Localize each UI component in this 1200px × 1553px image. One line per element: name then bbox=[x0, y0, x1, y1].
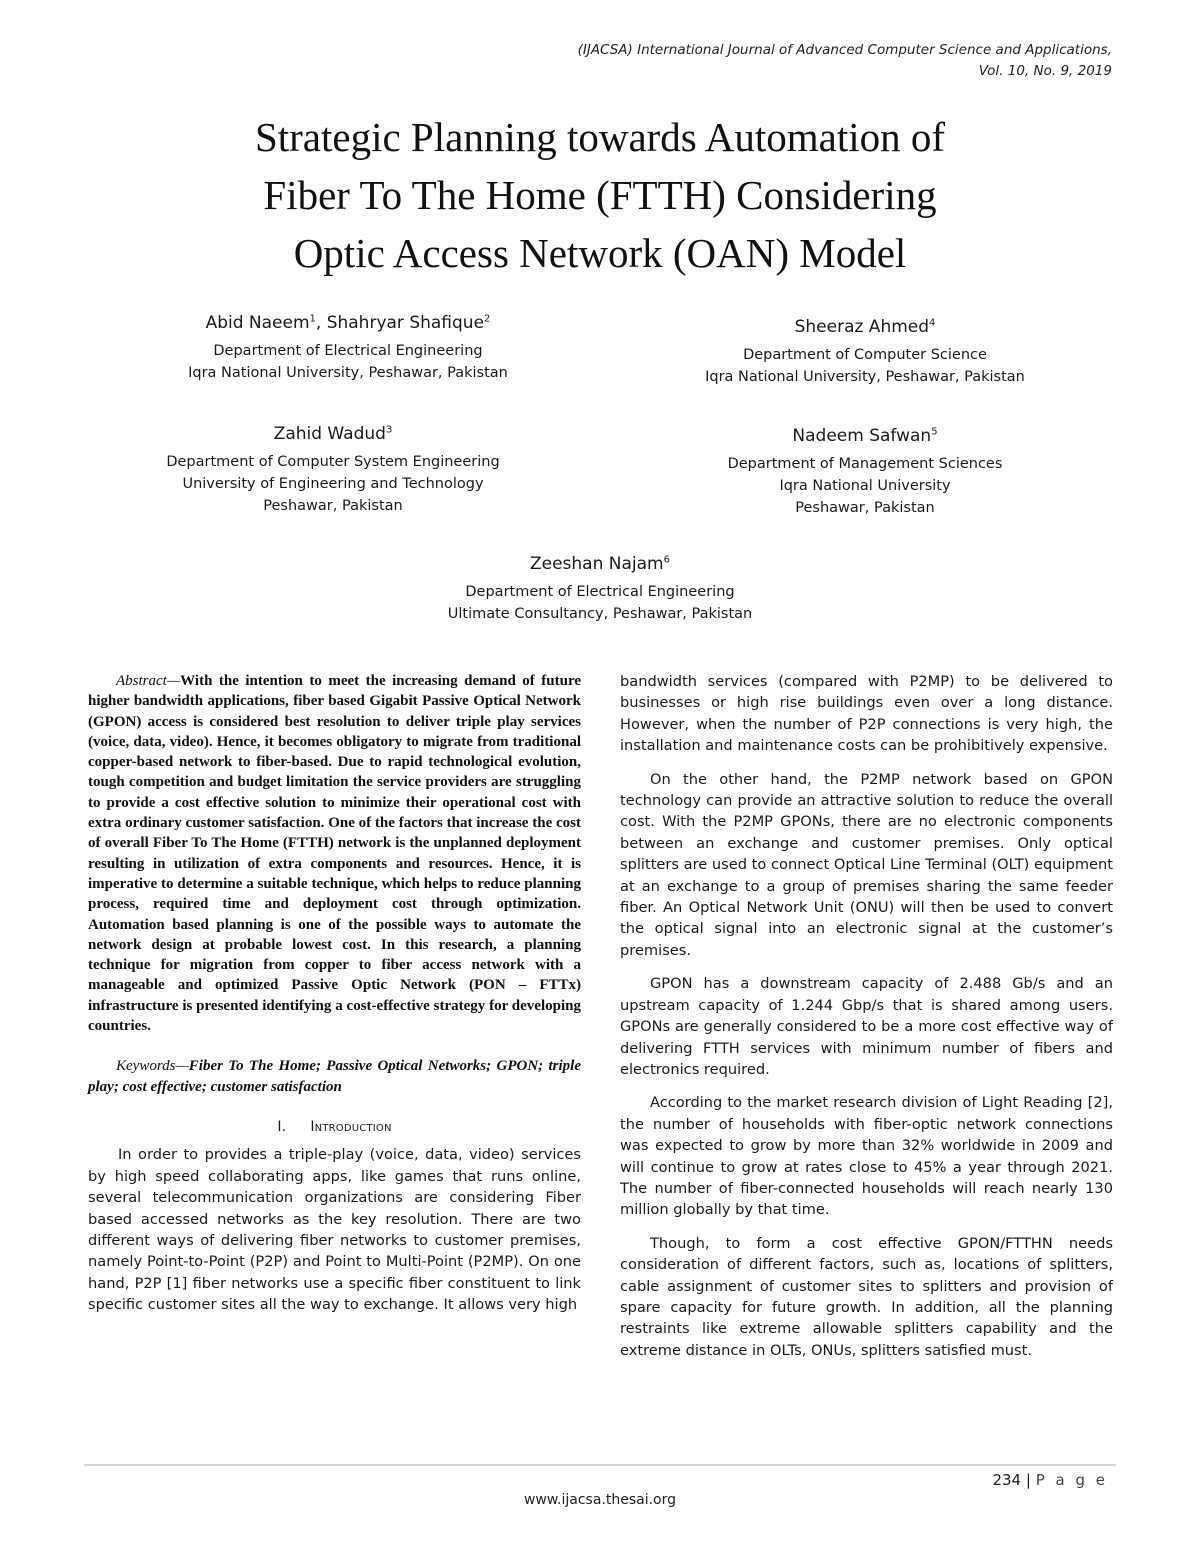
body-paragraph-5: According to the market research division of Light Reading [2], the number of households with fiber-optic network connections was expected to grow by more than 32% worldwide in 2009 and will continue to grow at rates close to 45% a year through 2021. The number of fiber-connected households will reach nearly 130 million globally by that time. bbox=[620, 1094, 1113, 1219]
author-department: Department of Computer Science bbox=[743, 347, 987, 363]
author-department: Department of Electrical Engineering bbox=[213, 343, 483, 359]
author-institution: Iqra National University, Peshawar, Pakistan bbox=[705, 369, 1025, 385]
journal-volume: Vol. 10, No. 9, 2019 bbox=[978, 63, 1112, 79]
author-affil-mark: 3 bbox=[385, 424, 393, 436]
left-column bbox=[88, 671, 581, 1316]
author-name: Zeeshan Najam bbox=[529, 554, 664, 574]
author-names: Abid Naeem$^1$, Shahryar Shafique$^2$ bbox=[205, 313, 491, 333]
author-department: Department of Computer System Engineering bbox=[166, 454, 500, 470]
body-paragraph-2: bandwidth services (compared with P2MP) to be delivered to businesses or high rise buildings even over a long distance. However, when the number of P2P connections is very high, the installation and maintenance costs can be prohibitively expensive. bbox=[620, 673, 1113, 755]
keywords bbox=[88, 1056, 581, 1097]
right-column bbox=[620, 671, 1113, 1361]
abstract-text: With the intention to meet the increasing demand of future higher bandwidth applications, fiber based Gigabit Passive Optical Network (GPON) access is considered best resolution to deliver triple play services (voice, data, video). Hence, it becomes obligatory to migrate from traditional copper-based network to fiber-based. Due to rapid technological evolution, tough competition and budget limitation the service providers are struggling to provide a cost effective solution to minimize their operational cost with extra ordinary customer satisfaction. One of the factors that increase the cost of overall Fiber To The Home (FTTH) network is the unplanned deployment resulting in utilization of extra components and resources. Hence, it is imperative to determine a suitable technique, which helps to reduce planning process, required time and deployment cost through optimization. Automation based planning is one of the possible ways to automate the network design at probable lowest cost. In this research, a planning technique for migration from copper to fiber access network with a manageable and optimized Passive Optic Network (PON – FTTx) infrastructure is presented identifying a cost-effective strategy for developing countries. bbox=[88, 673, 581, 1035]
title-line-2: Fiber To The Home (FTTH) Considering bbox=[263, 172, 937, 218]
author-block-5 bbox=[615, 425, 1115, 519]
author-names bbox=[615, 425, 1115, 447]
body-paragraph-4: GPON has a downstream capacity of 2.488 Gb/s and an upstream capacity of 1.244 Gbp/s that is shared among users. GPONs are generally considered to be a more cost effective way of delivering FTTH services with minimum number of fibers and electronics required. bbox=[620, 975, 1113, 1078]
body-paragraph-6: Though, to form a cost effective GPON/FTTHN needs consideration of different factors, such as, locations of splitters, cable assignment of customer sites to splitters and provision of spare capacity for future growth. In addition, all the planning restraints like extreme allowable splitters capability and the extreme distance in OLTs, ONUs, splitters satisfied must. bbox=[620, 1234, 1113, 1359]
section-heading bbox=[88, 1117, 581, 1138]
abstract bbox=[88, 671, 581, 1036]
author-affil-mark: 5 bbox=[931, 426, 938, 438]
author-city: Peshawar, Pakistan bbox=[795, 500, 935, 516]
footer-rule bbox=[84, 1464, 1116, 1466]
author-institution: Iqra National University bbox=[779, 478, 951, 494]
author-institution: Ultimate Consultancy, Peshawar, Pakistan bbox=[447, 606, 753, 622]
author-block-6 bbox=[350, 553, 850, 625]
journal-website: www.ijacsa.thesai.org bbox=[523, 1492, 677, 1508]
body-paragraph-3: On the other hand, the P2MP network based on GPON technology can provide an attractive solution to reduce the overall cost. With the P2MP GPONs, there are no electronic components between an exchange and customer premises. Only optical splitters are used to connect Optical Line Terminal (OLT) equipment at an exchange to a group of premises sharing the same feeder fiber. An Optical Network Unit (ONU) will then be used to convert the optical signal into an electronic signal at the customer’s premises. bbox=[620, 770, 1113, 959]
journal-name: (IJACSA) International Journal of Advanced Computer Science and Applications, bbox=[577, 42, 1112, 58]
paper-title bbox=[100, 108, 1100, 282]
author-names bbox=[615, 316, 1115, 338]
author-block-4 bbox=[615, 316, 1115, 388]
author-block-1 bbox=[98, 312, 598, 384]
body-paragraph-1: In order to provides a triple-play (voice, data, video) services by high speed collaborating apps, like games that runs online, several telecommunication organizations are considering Fiber based accessed networks as the key resolution. There are two different ways of delivering fiber networks to customer premises, namely Point-to-Point (P2P) and Point to Multi-Point (P2MP). On one hand, P2P [1] fiber networks use a specific fiber constituent to link specific customer sites all the way to exchange. It allows very high bbox=[88, 1146, 581, 1314]
author-name: Shahryar Shafique bbox=[326, 313, 485, 333]
keywords-text: Fiber To The Home; Passive Optical Networks; GPON; triple play; cost effective; customer satisfaction bbox=[88, 1058, 581, 1095]
page-word: P a g e bbox=[1035, 1471, 1108, 1489]
author-block-3 bbox=[83, 423, 583, 517]
page-number: 234 | P a g e bbox=[992, 1471, 1108, 1489]
author-city: Peshawar, Pakistan bbox=[263, 498, 403, 514]
page-number-value: 234 bbox=[992, 1471, 1022, 1489]
section-title: Introduction bbox=[310, 1118, 392, 1135]
author-affil-mark: 4 bbox=[929, 317, 936, 329]
author-name: Zahid Wadud bbox=[273, 424, 386, 444]
author-names bbox=[83, 423, 583, 445]
author-affil-mark: 2 bbox=[484, 313, 491, 325]
author-department: Department of Electrical Engineering bbox=[465, 584, 735, 600]
author-affil-mark: 6 bbox=[663, 554, 670, 566]
author-name: Nadeem Safwan bbox=[792, 426, 932, 446]
author-institution: Iqra National University, Peshawar, Pakistan bbox=[188, 365, 508, 381]
author-name: Sheeraz Ahmed bbox=[794, 317, 930, 337]
author-name: Abid Naeem bbox=[205, 313, 310, 333]
title-line-1: Strategic Planning towards Automation of bbox=[254, 114, 946, 160]
title-line-3: Optic Access Network (OAN) Model bbox=[293, 230, 907, 276]
running-header bbox=[578, 40, 1112, 82]
section-number: I. bbox=[277, 1118, 287, 1135]
keywords-label: Keywords— bbox=[116, 1058, 189, 1075]
author-institution: University of Engineering and Technology bbox=[182, 476, 484, 492]
author-department: Department of Management Sciences bbox=[727, 456, 1003, 472]
abstract-label: Abstract— bbox=[116, 673, 181, 689]
author-names bbox=[350, 553, 850, 575]
author-affil-mark: 1 bbox=[309, 313, 316, 325]
